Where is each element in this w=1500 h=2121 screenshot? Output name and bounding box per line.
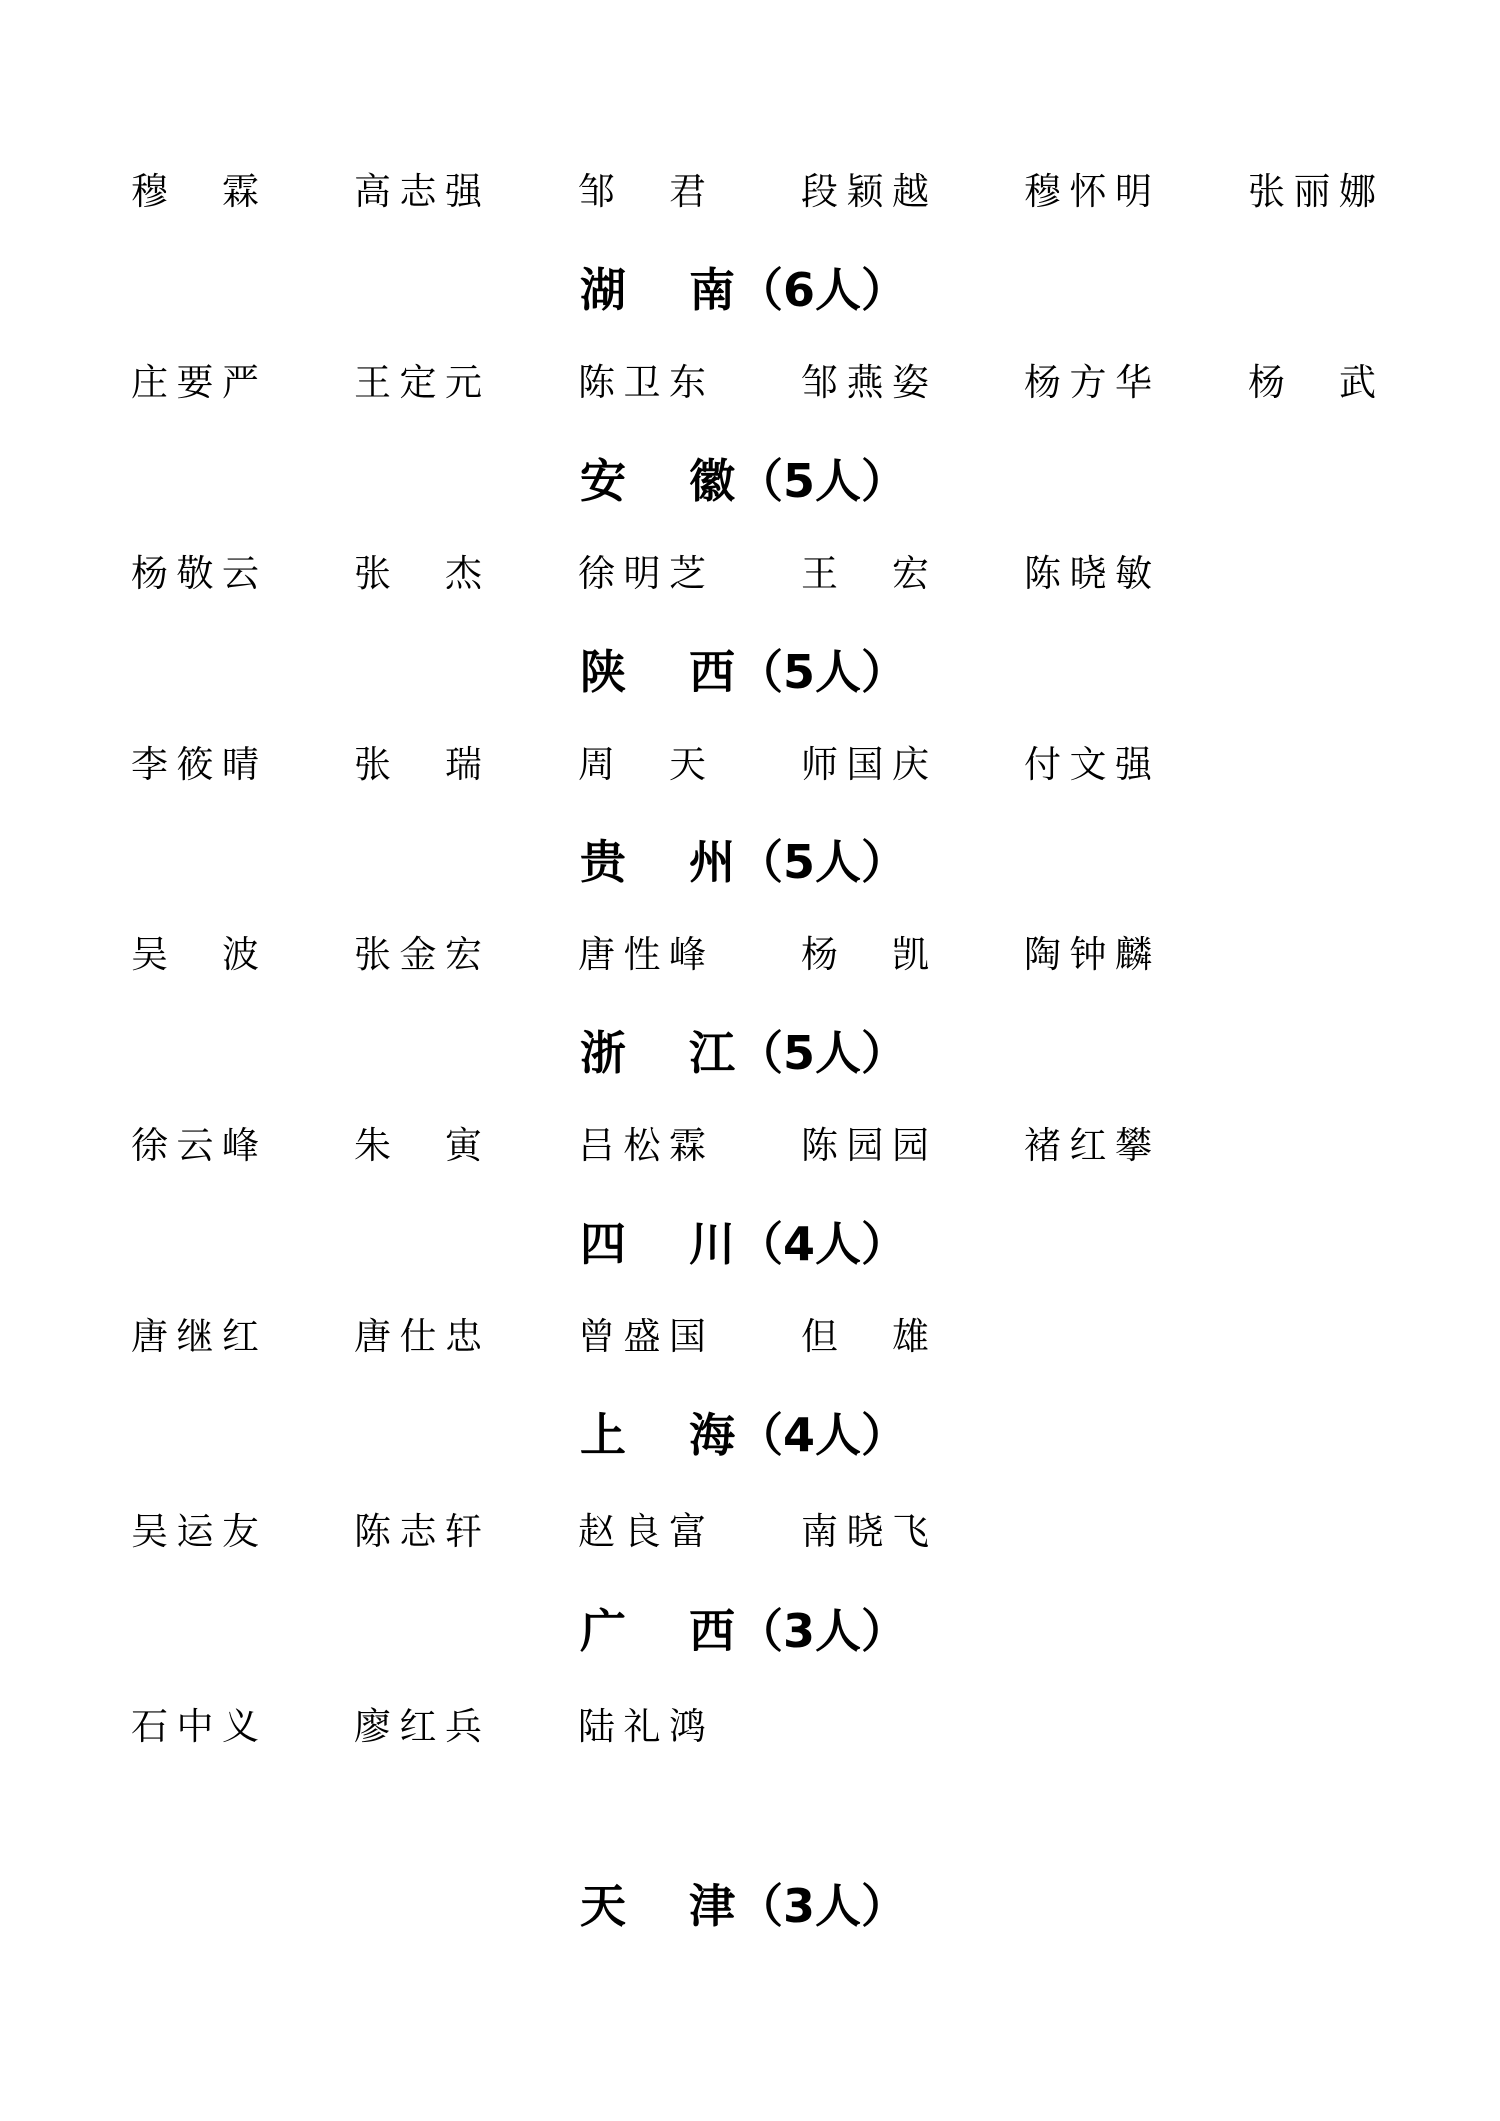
person-name: 周 天 bbox=[578, 743, 708, 786]
person-name: 张 瑞 bbox=[354, 743, 484, 786]
person-name: 高志强 bbox=[354, 170, 484, 213]
person-name: 杨方华 bbox=[1024, 361, 1154, 404]
region-count: （5人） bbox=[737, 645, 908, 699]
name-row bbox=[0, 1502, 1500, 1562]
person-name: 陶钟麟 bbox=[1024, 933, 1154, 976]
region-count: （4人） bbox=[737, 1408, 908, 1462]
region-count: （4人） bbox=[737, 1217, 908, 1271]
person-name: 张金宏 bbox=[354, 933, 484, 976]
region-heading bbox=[580, 637, 980, 707]
region-name: 浙 江 bbox=[580, 1026, 735, 1080]
person-name: 石中义 bbox=[131, 1705, 261, 1748]
person-name: 吴运友 bbox=[131, 1510, 261, 1553]
person-name: 但 雄 bbox=[801, 1315, 931, 1358]
region-heading bbox=[580, 1871, 980, 1941]
person-name: 陆礼鸿 bbox=[578, 1705, 708, 1748]
person-name: 陈志轩 bbox=[354, 1510, 484, 1553]
person-name: 徐云峰 bbox=[131, 1124, 261, 1167]
region-name: 天 津 bbox=[580, 1879, 735, 1933]
person-name: 庄要严 bbox=[131, 361, 261, 404]
person-name: 赵良富 bbox=[578, 1510, 708, 1553]
person-name: 陈晓敏 bbox=[1024, 552, 1154, 595]
region-name: 陕 西 bbox=[580, 645, 735, 699]
person-name: 付文强 bbox=[1024, 743, 1154, 786]
person-name: 吴 波 bbox=[131, 933, 261, 976]
person-name: 杨 武 bbox=[1248, 361, 1378, 404]
person-name: 陈卫东 bbox=[578, 361, 708, 404]
person-name: 李筱晴 bbox=[131, 743, 261, 786]
region-count: （6人） bbox=[737, 263, 908, 317]
region-count: （3人） bbox=[737, 1879, 908, 1933]
person-name: 南晓飞 bbox=[801, 1510, 931, 1553]
person-name: 师国庆 bbox=[801, 743, 931, 786]
person-name: 唐继红 bbox=[131, 1315, 261, 1358]
region-heading bbox=[580, 1400, 980, 1470]
region-heading bbox=[580, 827, 980, 897]
person-name: 朱 寅 bbox=[354, 1124, 484, 1167]
name-row bbox=[0, 1307, 1500, 1367]
person-name: 王 宏 bbox=[801, 552, 931, 595]
person-name: 褚红攀 bbox=[1024, 1124, 1154, 1167]
person-name: 唐性峰 bbox=[578, 933, 708, 976]
person-name: 王定元 bbox=[354, 361, 484, 404]
name-row bbox=[0, 925, 1500, 985]
name-row bbox=[0, 544, 1500, 604]
person-name: 徐明芝 bbox=[578, 552, 708, 595]
person-name: 穆 霖 bbox=[131, 170, 261, 213]
person-name: 吕松霖 bbox=[578, 1124, 708, 1167]
person-name: 曾盛国 bbox=[578, 1315, 708, 1358]
person-name: 张 杰 bbox=[354, 552, 484, 595]
region-name: 安 徽 bbox=[580, 454, 735, 508]
region-heading bbox=[580, 1018, 980, 1088]
name-row bbox=[0, 735, 1500, 795]
person-name: 段颖越 bbox=[801, 170, 931, 213]
person-name: 杨敬云 bbox=[131, 552, 261, 595]
name-row bbox=[0, 353, 1500, 413]
person-name: 张丽娜 bbox=[1248, 170, 1378, 213]
region-heading bbox=[580, 1596, 980, 1666]
region-count: （5人） bbox=[737, 454, 908, 508]
region-name: 湖 南 bbox=[580, 263, 735, 317]
region-count: （3人） bbox=[737, 1604, 908, 1658]
name-row bbox=[0, 1116, 1500, 1176]
person-name: 邹 君 bbox=[578, 170, 708, 213]
person-name: 穆怀明 bbox=[1024, 170, 1154, 213]
region-name: 四 川 bbox=[580, 1217, 735, 1271]
person-name: 廖红兵 bbox=[354, 1705, 484, 1748]
name-row bbox=[0, 1697, 1500, 1757]
person-name: 唐仕忠 bbox=[354, 1315, 484, 1358]
region-name: 上 海 bbox=[580, 1408, 735, 1462]
person-name: 杨 凯 bbox=[801, 933, 931, 976]
region-name: 贵 州 bbox=[580, 835, 735, 889]
region-heading bbox=[580, 255, 980, 325]
person-name: 陈园园 bbox=[801, 1124, 931, 1167]
region-name: 广 西 bbox=[580, 1604, 735, 1658]
region-heading bbox=[580, 1209, 980, 1279]
name-row bbox=[0, 162, 1500, 222]
region-count: （5人） bbox=[737, 1026, 908, 1080]
region-count: （5人） bbox=[737, 835, 908, 889]
person-name: 邹燕姿 bbox=[801, 361, 931, 404]
region-heading bbox=[580, 446, 980, 516]
